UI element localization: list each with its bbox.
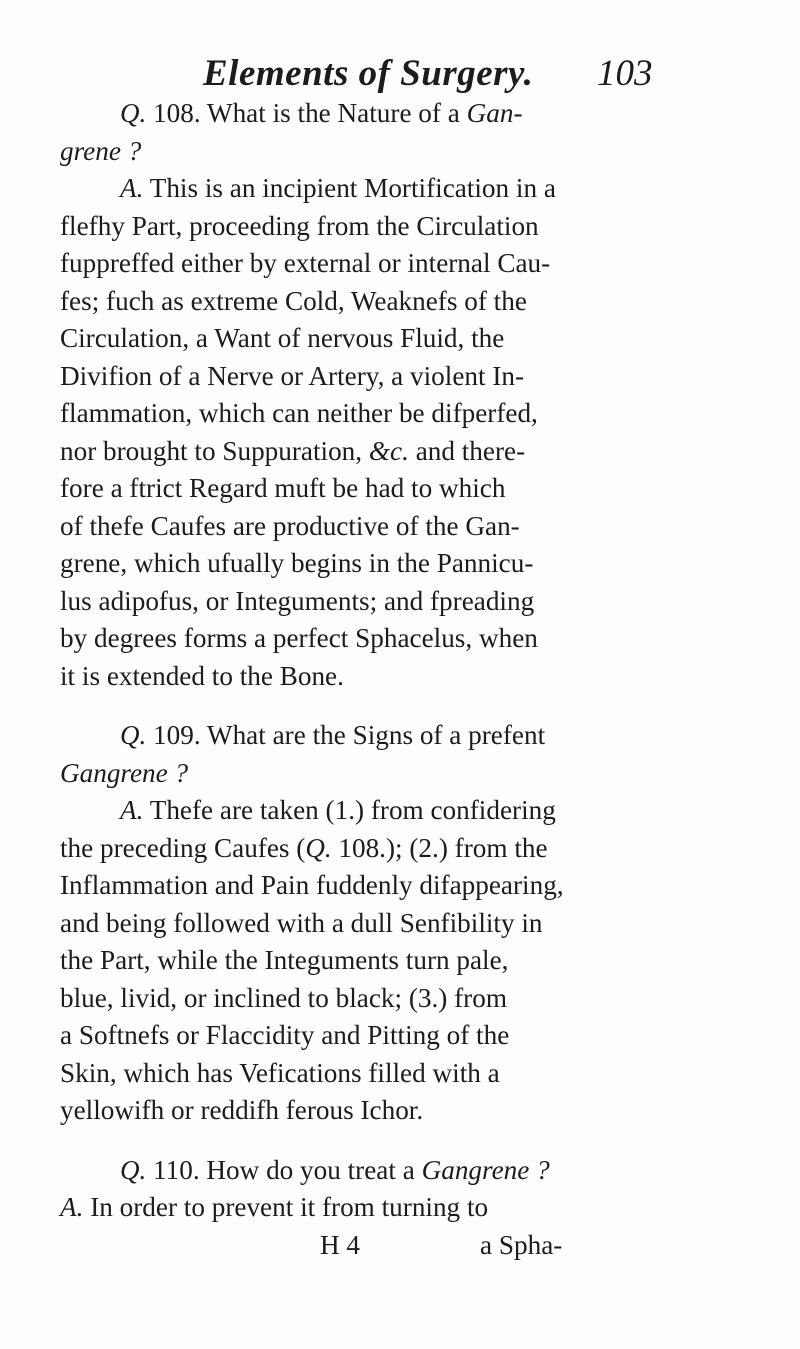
footer-line bbox=[60, 1227, 715, 1265]
answer-line: Skin, which has Vefications filled with a bbox=[60, 1057, 500, 1088]
answer-line: fore a ftrict Regard muft be had to which bbox=[60, 473, 506, 503]
page-number: 103 bbox=[597, 53, 653, 94]
question-text: 108. What is the Nature of a bbox=[146, 98, 467, 128]
answer-text: the preceding Caufes ( bbox=[60, 832, 306, 863]
answer-line: flammation, which can neither be difperfed, bbox=[60, 398, 538, 428]
question-109 bbox=[60, 717, 715, 1130]
answer-line: fuppreffed either by external or internal Cau- bbox=[60, 248, 551, 278]
answer-line: and being followed with a dull Senfibility in bbox=[60, 907, 543, 938]
question-108 bbox=[60, 95, 715, 695]
answer-line: fes; fuch as extreme Cold, Weaknefs of the bbox=[60, 285, 527, 316]
answer-line: blue, livid, or inclined to black; (3.) from bbox=[60, 982, 507, 1013]
answer-line bbox=[60, 792, 715, 830]
answer-text: Thefe are taken (1.) from confidering bbox=[143, 795, 556, 825]
question-term: Gan- bbox=[466, 98, 523, 128]
answer-mark: A. bbox=[120, 173, 144, 203]
answer-line: of thefe Caufes are productive of the Gan- bbox=[60, 510, 520, 541]
etc-abbrev: &c. bbox=[368, 435, 409, 466]
question-line bbox=[60, 755, 715, 793]
question-text: 110. How do you treat a bbox=[146, 1154, 422, 1185]
answer-line bbox=[60, 170, 715, 208]
answer-text: nor brought to Suppuration, bbox=[60, 435, 369, 466]
question-mark: Q. bbox=[120, 1154, 147, 1185]
answer-text: In order to prevent it from turning to bbox=[83, 1192, 489, 1222]
answer-line: grene, which ufually begins in the Pannicu- bbox=[60, 548, 534, 578]
catchword: a Spha- bbox=[480, 1229, 563, 1260]
answer-line: lus adipofus, or Integuments; and fpreading bbox=[60, 585, 535, 616]
answer-text: 108.); (2.) from the bbox=[331, 832, 548, 863]
question-term: Gangrene ? bbox=[421, 1154, 550, 1185]
question-mark: Q. bbox=[305, 832, 332, 863]
answer-text: and there- bbox=[408, 435, 526, 466]
running-title: Elements of Surgery. bbox=[203, 53, 534, 94]
answer-text: This is an incipient Mortification in a bbox=[143, 173, 556, 203]
question-term: grene ? bbox=[60, 135, 142, 166]
question-mark: Q. bbox=[120, 720, 147, 750]
answer-line: Inflammation and Pain fuddenly difappearing, bbox=[60, 870, 564, 900]
signature-mark: H 4 bbox=[320, 1229, 361, 1260]
question-term: Gangrene ? bbox=[60, 757, 189, 788]
question-line bbox=[60, 95, 715, 133]
answer-mark: A. bbox=[120, 795, 144, 825]
answer-line: it is extended to the Bone. bbox=[60, 660, 344, 691]
body-text bbox=[60, 95, 715, 1264]
answer-line bbox=[60, 830, 715, 868]
question-line bbox=[60, 717, 715, 755]
question-line bbox=[60, 133, 715, 171]
answer-line bbox=[60, 433, 715, 471]
answer-line: the Part, while the Integuments turn pale, bbox=[60, 945, 509, 975]
answer-line: by degrees forms a perfect Sphacelus, when bbox=[60, 623, 538, 653]
question-line bbox=[60, 1152, 715, 1190]
answer-line: a Softnefs or Flaccidity and Pitting of the bbox=[60, 1020, 510, 1050]
question-110 bbox=[60, 1152, 715, 1265]
answer-line: yellowifh or reddifh ferous Ichor. bbox=[60, 1095, 424, 1125]
question-mark: Q. bbox=[120, 98, 147, 128]
question-text: 109. What are the Signs of a prefent bbox=[146, 720, 546, 750]
answer-line: Circulation, a Want of nervous Fluid, the bbox=[60, 323, 505, 353]
answer-line: Divifion of a Nerve or Artery, a violent In- bbox=[60, 360, 525, 391]
answer-line: flefhy Part, proceeding from the Circulation bbox=[60, 210, 539, 241]
answer-line bbox=[60, 1189, 715, 1227]
answer-mark: A. bbox=[60, 1192, 84, 1222]
running-head bbox=[0, 52, 800, 98]
